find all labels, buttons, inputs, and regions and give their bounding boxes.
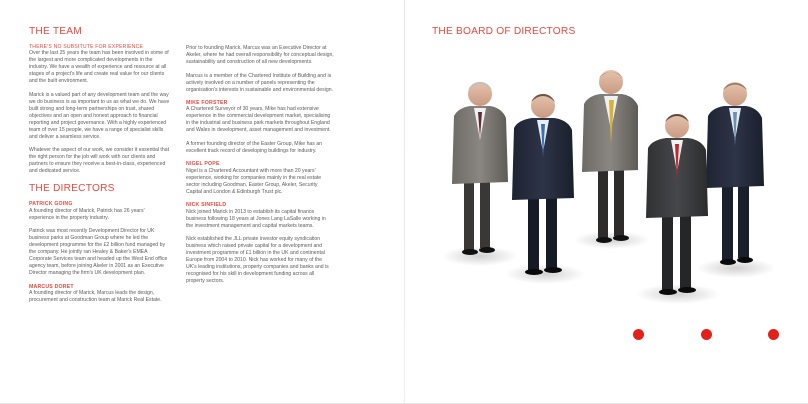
director-bio: Prior to founding Marick, Marcus was an Executive Director at Akeler, where he had overall responsibility for conceptual design, sustainability and construction of all new developments. xyxy=(186,45,334,65)
decorative-dot xyxy=(633,329,644,340)
board-heading: THE BOARD OF DIRECTORS xyxy=(432,26,576,37)
middle-column xyxy=(186,45,334,292)
director-figure xyxy=(452,82,508,255)
director-bio: Marcus is a member of the Chartered Institute of Building and is actively involved on a number of panels representing the organisation's interests in sustainable and environmental design. xyxy=(186,72,334,93)
team-paragraph: Over the last 25 years the team has been involved in some of the largest and more complicated developments in the industry. We have a wealth of experience and resource at all stages of a project's life and create real value for our clients and the built environment. xyxy=(29,50,169,85)
team-heading: THE TEAM xyxy=(29,26,82,37)
decorative-dot xyxy=(701,329,712,340)
director-bio: A founding director of Marick, Patrick has 26 years' experience in the property industry. xyxy=(29,207,145,221)
team-paragraph: Whatever the aspect of our work, we consider it essential that the right person for the job will work with our clients and partners to ensure they receive a best-in-class, experienced and dedicated service. xyxy=(29,147,170,175)
director-bio: Nick established the JLL private investor equity syndication business which raised private capital for a development and investment programme of £1 billion in the UK and continental Europe from 2004 to 2010. Nick has worked for many of the UK's leading institutions, property companies and banks and is recognised for his skill in development funding across all property sectors. xyxy=(186,236,329,285)
board-photo xyxy=(440,70,790,310)
director-bio: A Chartered Surveyor of 30 years, Mike has had extensive experience in the commercial development market, specialising in the industrial and business park markets throughout England and Wales in development, asset management and investment. xyxy=(186,106,331,134)
director-name-marcus: MARCUS DORET xyxy=(29,283,74,290)
director-bio: Nick joined Marick in 2013 to establish its capital finance business following 18 years at Jones Lang LaSalle working in the investment management and capital markets teams. xyxy=(186,208,326,229)
directors-heading: THE DIRECTORS xyxy=(29,183,115,195)
director-bio: Nigel is a Chartered Accountant with more than 20 years' experience, working for companies mainly in the real estate sector including Goodman, Easter Group, Akeler, Security Capital and London & Edinburgh Trust plc. xyxy=(186,167,322,195)
director-name-patrick: PATRICK GOING xyxy=(29,201,73,208)
team-subheading: THERE'S NO SUBSITUTE FOR EXPERIENCE xyxy=(29,44,144,50)
director-figure xyxy=(512,94,574,275)
director-bio: A former founding director of the Easter Group, Mike has an excellent track record of developing buildings for industry. xyxy=(186,140,323,154)
page-fold xyxy=(404,0,405,404)
director-figure xyxy=(582,70,638,243)
team-paragraph: Marick is a valued part of any development team and the way we do business is as important to us as what we do. We have built strong and long-term partnerships on trust, shared objectives and an open and honest approach to financial reporting and project governance. With a highly experienced team of over 15 people, we have a range of specialist skills and deliver a seamless service. xyxy=(29,91,170,140)
director-bio: A founding director of Marick, Marcus leads the design, procurement and construction team at Marick Real Estate. xyxy=(29,290,162,304)
director-figure xyxy=(706,82,764,265)
left-column xyxy=(29,26,171,311)
director-name-mike: MIKE FORSTER xyxy=(186,100,228,106)
director-name-nick: NICK SINFIELD xyxy=(186,202,227,209)
decorative-dot xyxy=(768,329,779,340)
director-bio: Patrick was most recently Development Director for UK business parks at Goodman Group where he led the development programme for the £2 billion fund managed by the company. He jointly ran Healey & Baker's EMEA Corporate Services team and headed up the West End office agency team, before joining Akeler in 2001 as an Executive Director managing the firm's UK development plan. xyxy=(29,228,168,277)
director-name-nigel: NIGEL POPE xyxy=(186,161,220,168)
